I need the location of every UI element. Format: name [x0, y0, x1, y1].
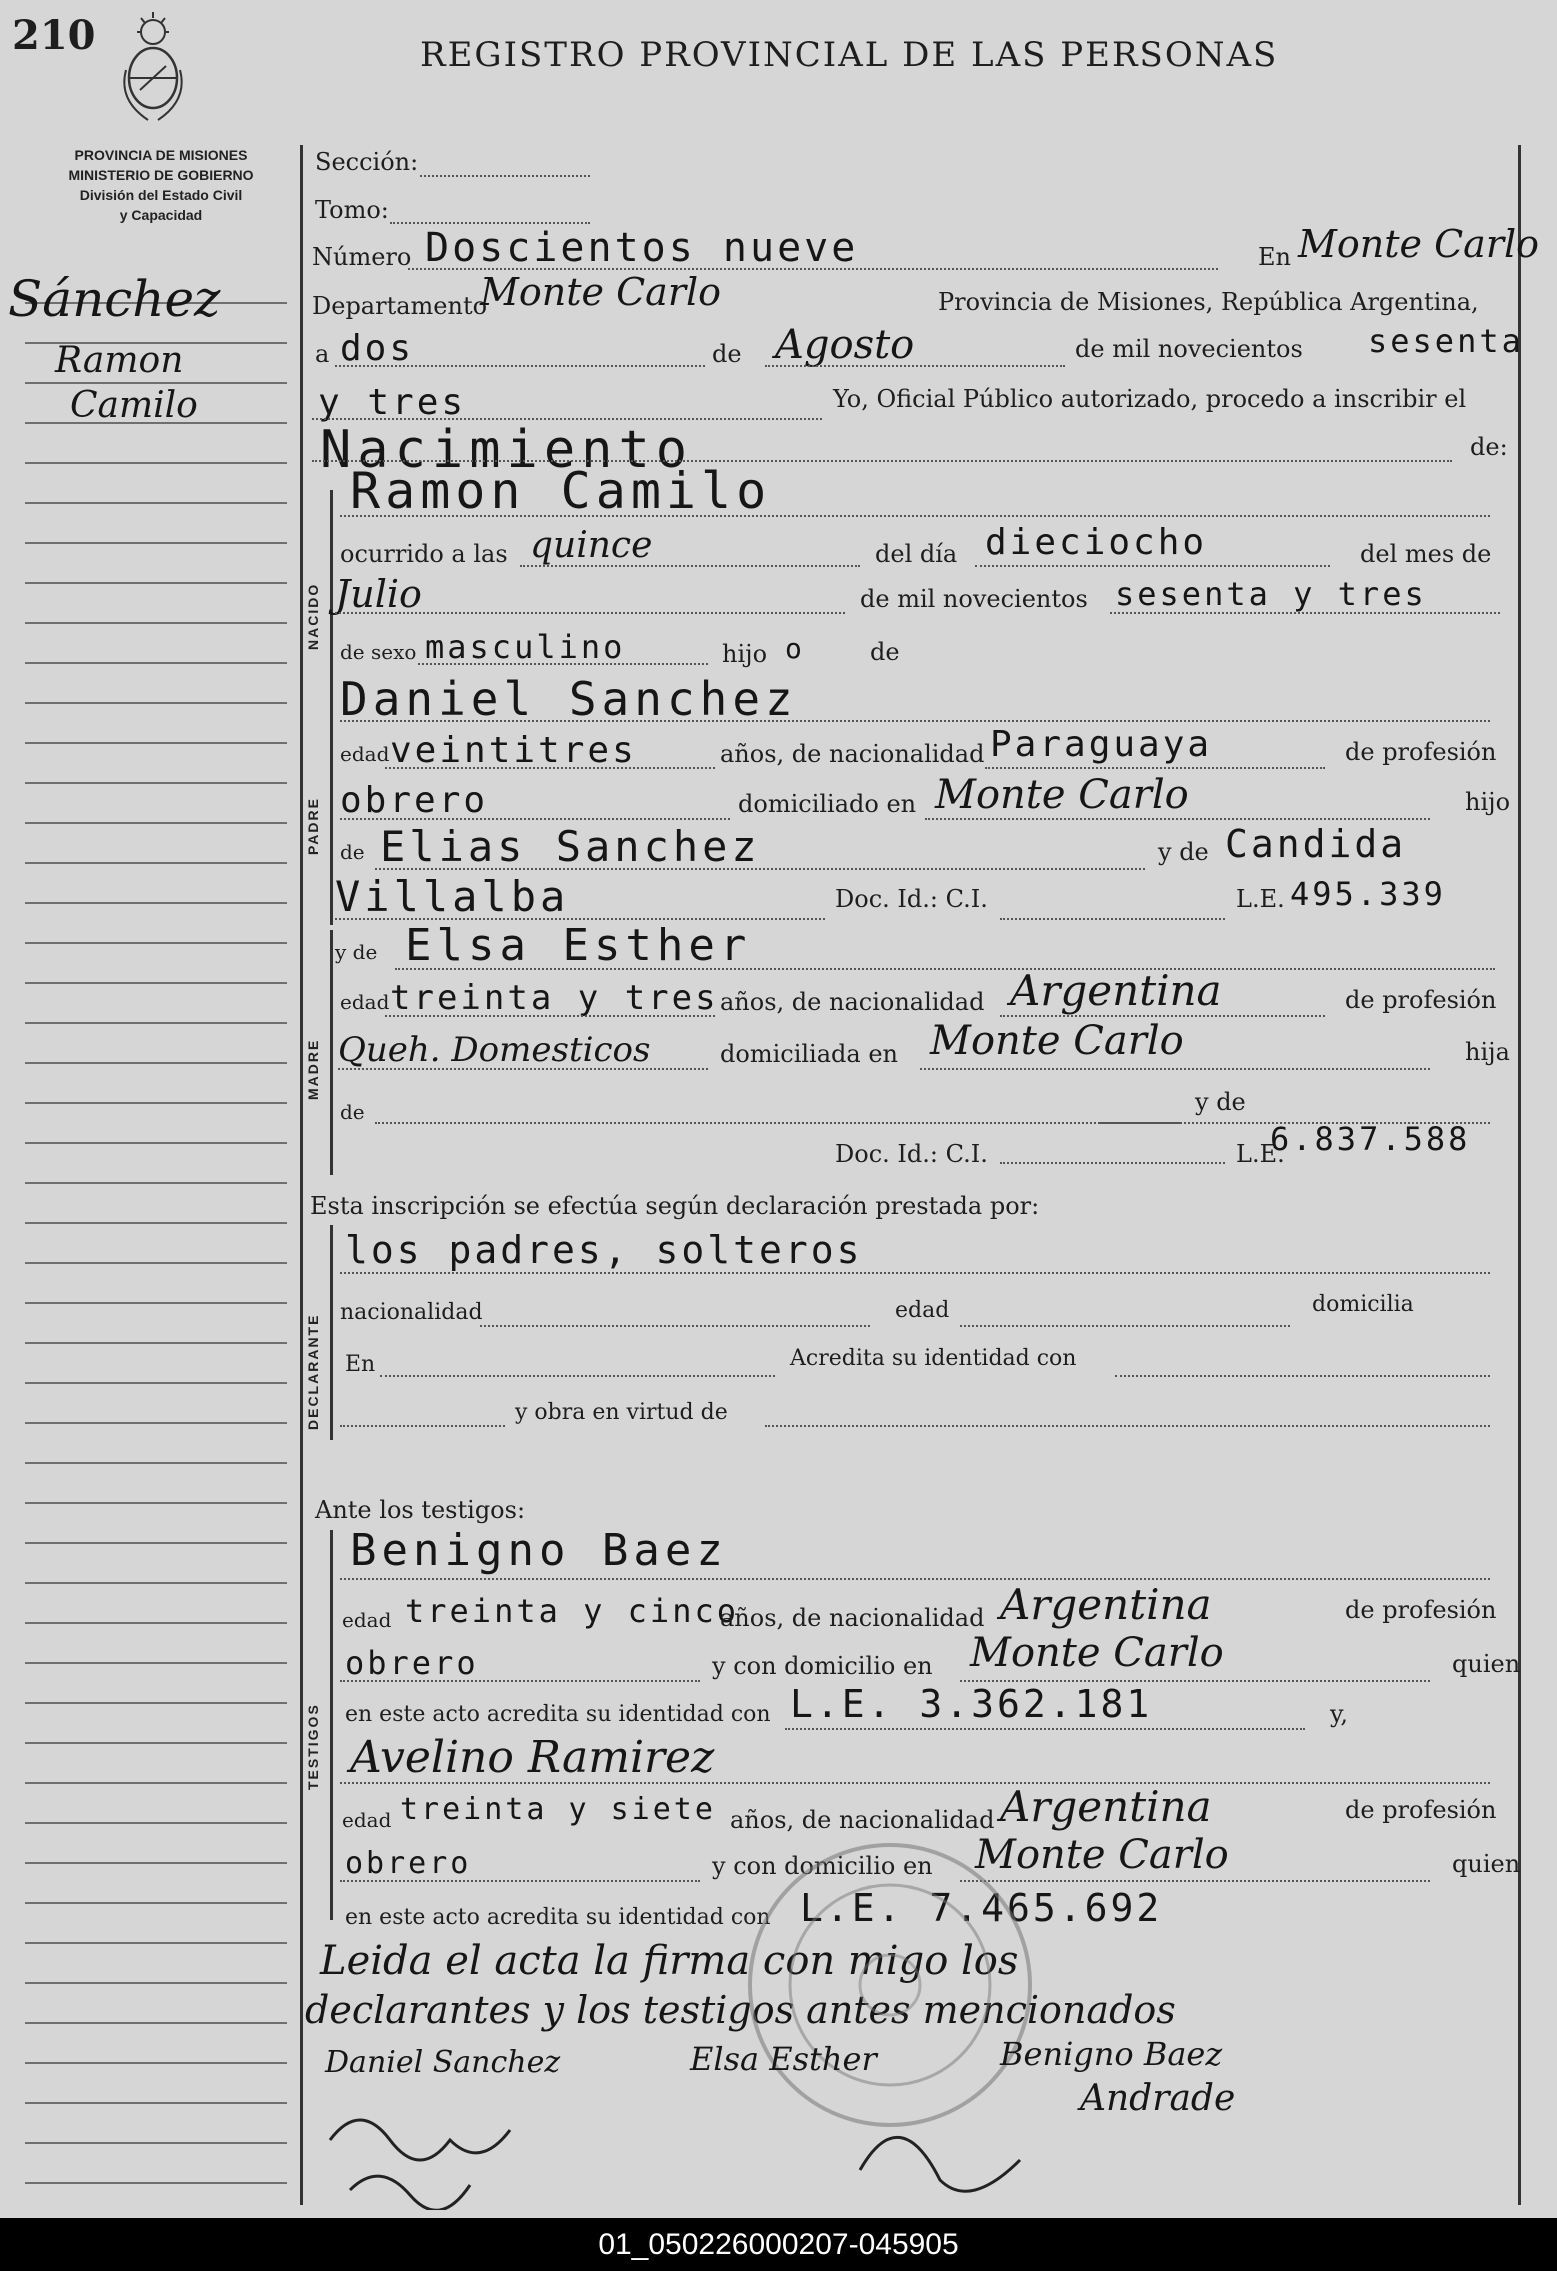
signature-benigno: Benigno Baez	[1000, 2035, 1223, 2073]
section-label-declarante: DECLARANTE	[305, 1313, 321, 1430]
label-t1-profesion: de profesión	[1345, 1596, 1497, 1624]
value-padre-profesion: obrero	[340, 780, 489, 821]
label-t1-acto: en este acto acredita su identidad con	[345, 1702, 771, 1727]
value-padre-edad: veintitres	[390, 730, 637, 771]
value-dia-nac: dieciocho	[985, 522, 1208, 563]
value-acto: Nacimiento	[320, 420, 694, 480]
section-label-madre: MADRE	[305, 1038, 321, 1100]
label-dec-nacionalidad: nacionalidad	[340, 1300, 483, 1325]
label-ante-testigos: Ante los testigos:	[315, 1496, 526, 1524]
label-madre-le: L.E.	[1236, 1140, 1285, 1168]
coat-of-arms-icon	[118, 10, 188, 130]
value-padre-le: 495.339	[1290, 875, 1446, 913]
label-dec-edad: edad	[895, 1298, 950, 1323]
label-t1-edad: edad	[342, 1608, 392, 1632]
value-testigo1-documento: L.E. 3.362.181	[790, 1682, 1153, 1726]
label-hijo: hijo	[722, 640, 768, 668]
org-line-division: División del Estado Civil	[79, 187, 243, 203]
value-anio-1: sesenta	[1368, 322, 1524, 360]
label-de-colon: de:	[1470, 433, 1508, 461]
label-yo-oficial: Yo, Oficial Público autorizado, procedo a inscribir el	[833, 385, 1467, 413]
image-id-footer: 01_050226000207-045905	[0, 2218, 1557, 2271]
label-t2-quien: quien	[1452, 1850, 1521, 1878]
value-testigo2-domicilio: Monte Carlo	[975, 1832, 1229, 1878]
value-dia: dos	[340, 328, 415, 369]
label-t2-profesion: de profesión	[1345, 1796, 1497, 1824]
label-madre-edad: edad	[340, 990, 390, 1014]
value-testigo1-nombre: Benigno Baez	[350, 1525, 728, 1576]
label-de-sexo: de sexo	[340, 640, 417, 664]
label-t2-edad: edad	[342, 1808, 392, 1832]
value-padre-nombre: Daniel Sanchez	[340, 672, 798, 726]
label-de-2: de	[870, 638, 900, 666]
value-testigo2-documento: L.E. 7.465.692	[800, 1886, 1163, 1930]
value-padre-nacionalidad: Paraguaya	[990, 724, 1213, 765]
label-en: En	[1258, 243, 1291, 271]
closing-line-2: declarantes y los testigos antes mencionados	[305, 1988, 1176, 2032]
section-label-padre: PADRE	[305, 797, 321, 855]
value-testigo2-edad: treinta y siete	[400, 1792, 716, 1827]
org-line-ministry: MINISTERIO DE GOBIERNO	[68, 167, 254, 183]
label-departamento: Departamento	[312, 292, 488, 320]
label-padre-le: L.E.	[1236, 885, 1285, 913]
section-label-testigos: TESTIGOS	[305, 1703, 321, 1790]
value-sexo: masculino	[425, 628, 626, 666]
value-mes: Agosto	[775, 322, 915, 368]
value-departamento: Monte Carlo	[480, 270, 722, 314]
org-block	[30, 145, 292, 225]
label-esta-inscripcion: Esta inscripción se efectúa según declaración prestada por:	[310, 1192, 1040, 1220]
label-padre-doc: Doc. Id.: C.I.	[835, 885, 988, 913]
margin-given-1: Ramon	[55, 340, 184, 381]
label-padre-y-de: y de	[1158, 838, 1209, 866]
label-ocurrido: ocurrido a las	[340, 540, 508, 568]
value-padre-padre: Elias Sanchez	[380, 822, 761, 871]
label-padre-edad: edad	[340, 742, 390, 766]
label-a: a	[315, 340, 330, 368]
value-madre-nombre: Elsa Esther	[405, 920, 752, 971]
left-border-line	[300, 145, 303, 2205]
value-anio-2: y tres	[318, 382, 467, 423]
label-dec-y-obra: y obra en virtud de	[515, 1400, 728, 1425]
label-t2-anios-nac: años, de nacionalidad	[730, 1806, 995, 1834]
value-testigo1-nacionalidad: Argentina	[1000, 1580, 1212, 1629]
value-madre-le: 6.837.588	[1270, 1120, 1471, 1158]
label-tomo: Tomo:	[315, 196, 389, 224]
label-mil-novecientos-2: de mil novecientos	[860, 585, 1088, 613]
value-testigo2-nacionalidad: Argentina	[1000, 1782, 1212, 1831]
label-de-1: de	[712, 340, 742, 368]
value-padre-madre-2: Villalba	[335, 872, 570, 921]
label-mil-novecientos: de mil novecientos	[1075, 335, 1303, 363]
signature-official: Andrade	[1080, 2078, 1236, 2119]
label-t2-acto: en este acto acredita su identidad con	[345, 1905, 771, 1930]
value-testigo1-profesion: obrero	[345, 1644, 479, 1682]
signature-scribbles	[320, 2080, 1520, 2210]
label-padre-profesion: de profesión	[1345, 738, 1497, 766]
label-dec-en: En	[345, 1352, 376, 1377]
label-seccion: Sección:	[315, 148, 419, 176]
value-madre-profesion: Queh. Domesticos	[338, 1030, 651, 1070]
signature-elsa: Elsa Esther	[690, 2040, 877, 2078]
section-label-nacido: NACIDO	[305, 582, 321, 650]
label-dec-acredita: Acredita su identidad con	[790, 1346, 1077, 1371]
label-padre-domiciliado: domiciliado en	[738, 790, 917, 818]
value-testigo2-profesion: obrero	[345, 1846, 472, 1881]
document-title: REGISTRO PROVINCIAL DE LAS PERSONAS	[420, 35, 1279, 75]
value-nombre: Ramon Camilo	[350, 462, 772, 520]
value-padre-madre-1: Candida	[1225, 822, 1407, 866]
label-provincia: Provincia de Misiones, República Argentina,	[938, 288, 1479, 316]
value-madre-nacionalidad: Argentina	[1010, 966, 1222, 1015]
signature-daniel: Daniel Sanchez	[325, 2045, 561, 2080]
value-numero: Doscientos nueve	[425, 225, 859, 271]
label-del-mes: del mes de	[1360, 540, 1492, 568]
right-border-line	[1518, 145, 1521, 2205]
page-number: 210	[12, 12, 96, 59]
value-testigo1-edad: treinta y cinco	[405, 1592, 739, 1630]
margin-given-2: Camilo	[70, 385, 198, 426]
label-madre-doc: Doc. Id.: C.I.	[835, 1140, 988, 1168]
label-t1-y: y,	[1330, 1700, 1348, 1728]
value-madre-edad: treinta y tres	[390, 978, 719, 1018]
label-numero: Número	[312, 243, 412, 271]
value-hora: quince	[530, 525, 653, 566]
label-madre-y-de-2: y de	[1195, 1088, 1246, 1116]
value-hijo-suffix: o	[785, 632, 805, 665]
label-padre-hijo: hijo	[1465, 788, 1511, 816]
label-madre-domiciliada: domiciliada en	[720, 1040, 898, 1068]
label-dec-domicilia: domicilia	[1312, 1292, 1414, 1317]
value-en: Monte Carlo	[1298, 222, 1540, 266]
label-padre-de: de	[340, 840, 365, 864]
value-madre-domicilio: Monte Carlo	[930, 1018, 1184, 1064]
org-line-province: PROVINCIA DE MISIONES	[74, 147, 248, 163]
label-t1-con-domicilio: y con domicilio en	[712, 1652, 933, 1680]
label-t1-anios-nac: años, de nacionalidad	[720, 1604, 985, 1632]
value-mes-nac: Julio	[335, 572, 422, 616]
label-del-dia: del día	[875, 540, 958, 568]
margin-surname: Sánchez	[8, 270, 221, 328]
closing-line-1: Leida el acta la firma con migo los	[320, 1938, 1019, 1984]
label-madre-profesion: de profesión	[1345, 986, 1497, 1014]
value-declarante: los padres, solteros	[345, 1228, 863, 1272]
label-t2-con-domicilio: y con domicilio en	[712, 1852, 933, 1880]
org-line-capacity: y Capacidad	[119, 207, 203, 223]
label-madre-de: de	[340, 1100, 365, 1124]
value-padre-domicilio: Monte Carlo	[935, 772, 1189, 818]
label-madre-y-de: y de	[335, 940, 378, 964]
value-testigo2-nombre: Avelino Ramirez	[350, 1732, 715, 1783]
value-anio-nac: sesenta y tres	[1115, 575, 1427, 613]
label-t1-quien: quien	[1452, 1650, 1521, 1678]
label-padre-anios-nac: años, de nacionalidad	[720, 740, 985, 768]
label-madre-hija: hija	[1465, 1038, 1510, 1066]
value-testigo1-domicilio: Monte Carlo	[970, 1630, 1224, 1676]
label-madre-anios-nac: años, de nacionalidad	[720, 988, 985, 1016]
